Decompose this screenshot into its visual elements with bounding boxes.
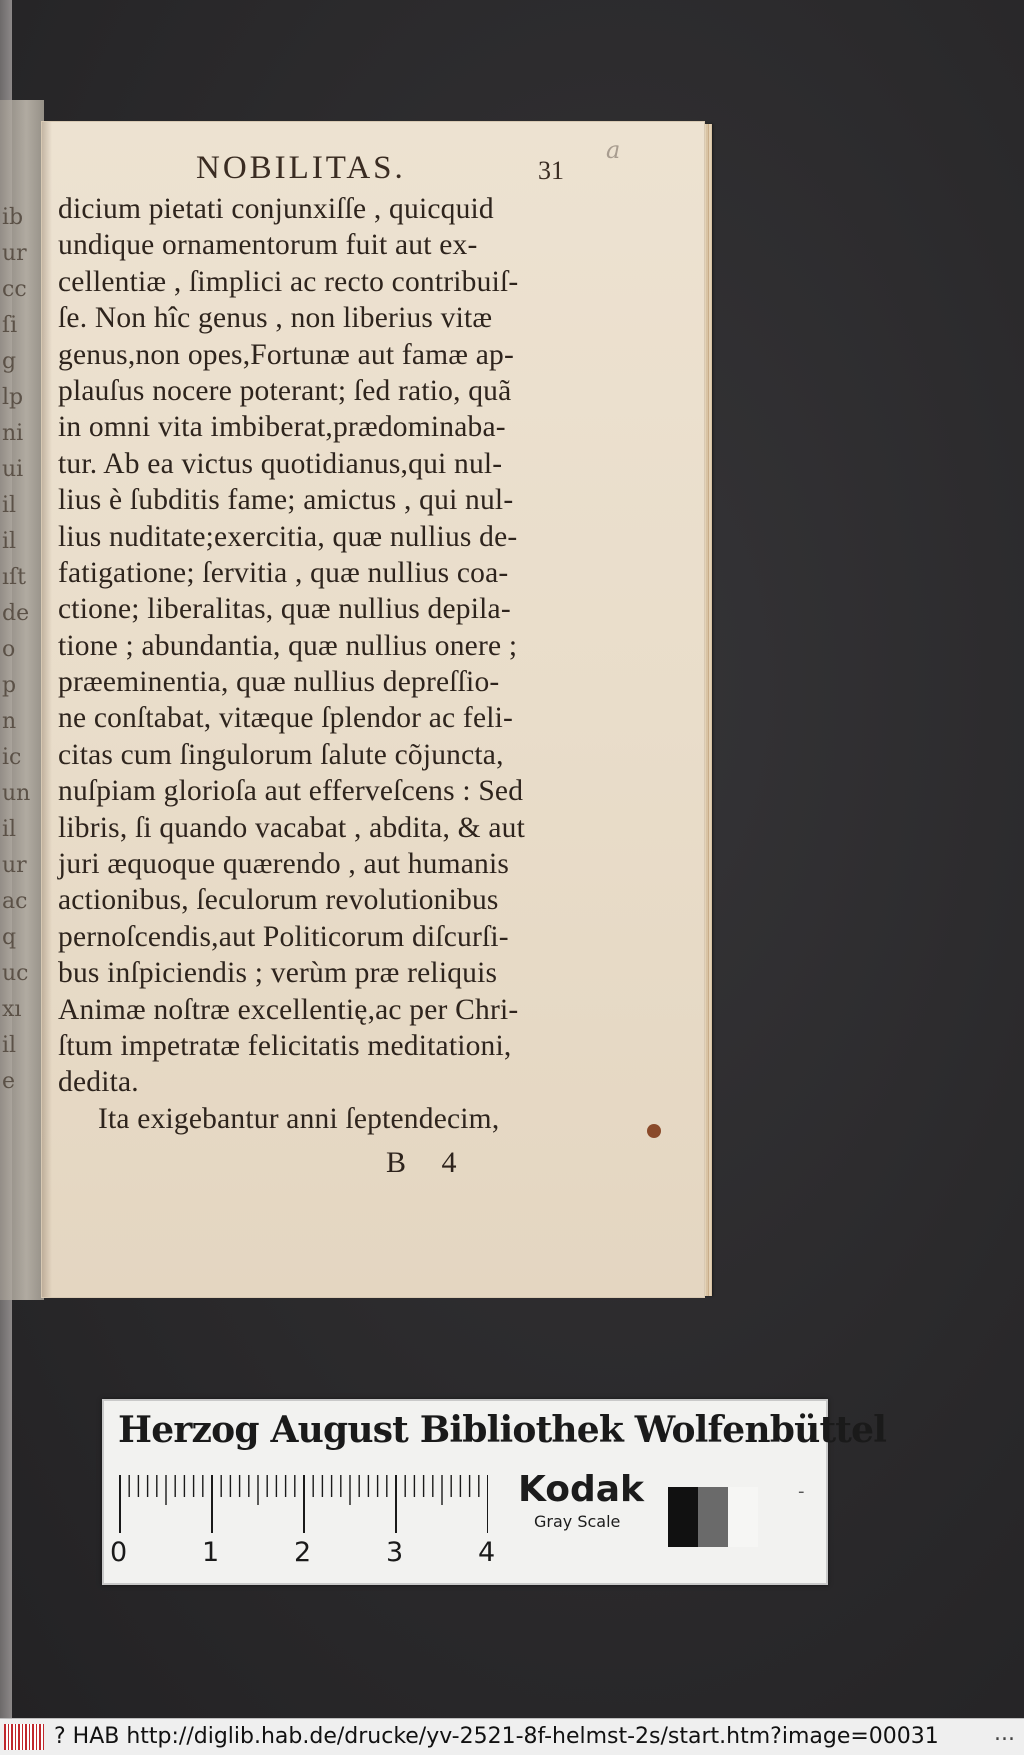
- scale-ruler: [118, 1475, 488, 1535]
- text-line: lius è ſubditis fame; amictus , qui nul-: [58, 484, 514, 517]
- facing-fragment: il: [2, 493, 17, 518]
- text-line: tur. Ab ea victus quotidianus,qui nul-: [58, 447, 503, 480]
- card-mark: -: [798, 1481, 805, 1502]
- text-line: cellentiæ , ſimplici ac recto contribuiſ-: [58, 265, 519, 298]
- text-line: ſtum impetratæ felicitatis meditationi,: [58, 1029, 512, 1062]
- scale-number: 4: [478, 1537, 496, 1568]
- facing-fragment: cc: [2, 277, 27, 302]
- scale-number: 2: [294, 1537, 312, 1568]
- color-reference-card: [102, 1399, 887, 1585]
- text-line: lius nuditate;exercitia, quæ nullius de-: [58, 520, 518, 553]
- scale-number: 1: [202, 1537, 220, 1568]
- text-line: ctione; liberalitas, quæ nullius depila-: [58, 593, 511, 626]
- more-icon[interactable]: ...: [994, 1721, 1015, 1746]
- gray-patch: [728, 1487, 758, 1547]
- facing-fragment: il: [2, 817, 17, 842]
- facing-fragment: xı: [2, 997, 22, 1022]
- ink-stain: [647, 1124, 661, 1138]
- text-line: actionibus, ſeculorum revolutionibus: [58, 884, 499, 917]
- kodak-gray-scale-label: Gray Scale: [534, 1512, 621, 1531]
- text-line: Animæ noſtræ excellentię,ac per Chri-: [58, 993, 519, 1026]
- facing-fragment: ib: [2, 205, 24, 230]
- text-line: præeminentia, quæ nullius depreſſio-: [58, 666, 500, 699]
- facing-fragment: g: [2, 349, 17, 374]
- facing-fragment: p: [2, 673, 17, 698]
- facing-fragment: ur: [2, 241, 27, 266]
- page-number: 31: [538, 156, 564, 185]
- gray-scale-patches: [668, 1487, 758, 1547]
- facing-fragment: o: [2, 637, 16, 662]
- scale-number: 3: [386, 1537, 404, 1568]
- page-gutter-shadow: [42, 122, 52, 1297]
- facing-fragment: e: [2, 1069, 16, 1094]
- facing-fragment: n: [2, 709, 17, 734]
- text-line: plauſus nocere poterant; ſed ratio, quã: [58, 374, 512, 407]
- text-line: bus inſpiciendis ; verùm præ reliquis: [58, 957, 498, 990]
- facing-fragment: un: [2, 781, 31, 806]
- status-url[interactable]: ? HAB http://diglib.hab.de/drucke/yv-2521-8f-helmst-2s/start.htm?image=00031: [54, 1724, 939, 1749]
- facing-page-text: [2, 200, 42, 1100]
- scale-numbers: [110, 1537, 496, 1571]
- gray-patch: [668, 1487, 698, 1547]
- status-bar: [0, 1718, 1024, 1755]
- pencil-annotation: a: [606, 136, 621, 164]
- facing-fragment: ſi: [2, 313, 18, 338]
- signature-mark: B 4: [386, 1146, 471, 1179]
- text-line: citas cum ſingulorum ſalute cõjuncta,: [58, 738, 504, 771]
- facing-fragment: ni: [2, 421, 24, 446]
- facing-fragment: il: [2, 1033, 17, 1058]
- text-line: Ita exigebantur anni ſeptendecim,: [98, 1102, 500, 1135]
- text-line: libris, ſi quando vacabat , abdita, & aut: [58, 811, 525, 844]
- text-line: undique ornamentorum fuit aut ex-: [58, 229, 478, 262]
- text-line: dedita.: [58, 1066, 139, 1099]
- text-line: ſe. Non hîc genus , non liberius vitæ: [58, 302, 493, 335]
- text-line: fatigatione; ſervitia , quæ nullius coa-: [58, 556, 509, 589]
- facing-fragment: ac: [2, 889, 28, 914]
- text-line: ne conſtabat, vitæque ſplendor ac feli-: [58, 702, 514, 735]
- text-line: dicium pietati conjunxiſſe , quicquid: [58, 193, 494, 225]
- text-line: pernoſcendis,aut Politicorum diſcurſi-: [58, 920, 509, 953]
- running-head: NOBILITAS.: [196, 150, 406, 186]
- facing-fragment: ur: [2, 853, 27, 878]
- facing-fragment: de: [2, 601, 30, 626]
- text-line: juri æquoque quærendo , aut humanis: [58, 848, 510, 881]
- facing-fragment: il: [2, 529, 17, 554]
- site-barcode-icon: [4, 1724, 44, 1750]
- library-name: Herzog August Bibliothek Wolfenbüttel: [118, 1409, 887, 1451]
- facing-fragment: uc: [2, 961, 29, 986]
- facing-fragment: ıſt: [2, 565, 27, 590]
- kodak-logo: Kodak: [518, 1469, 644, 1510]
- text-line: genus,non opes,Fortunæ aut famæ ap-: [58, 338, 514, 371]
- body-text: [58, 191, 578, 1137]
- facing-fragment: ic: [2, 745, 22, 770]
- facing-fragment: lp: [2, 385, 24, 410]
- text-line: nuſpiam glorioſa aut efferveſcens : Sed: [58, 775, 524, 808]
- text-line: tione ; abundantia, quæ nullius onere ;: [58, 629, 518, 662]
- gray-patch: [698, 1487, 728, 1547]
- text-line: in omni vita imbiberat,prædominaba-: [58, 411, 506, 444]
- scale-number: 0: [110, 1537, 128, 1568]
- facing-fragment: ui: [2, 457, 24, 482]
- facing-fragment: q: [2, 925, 17, 950]
